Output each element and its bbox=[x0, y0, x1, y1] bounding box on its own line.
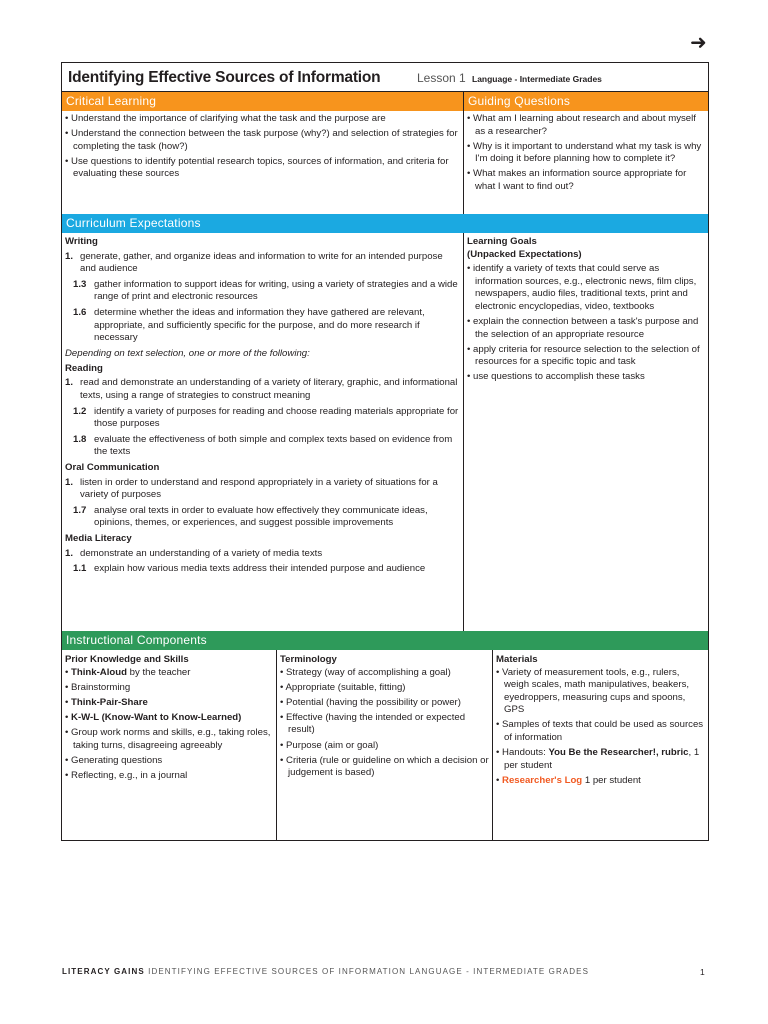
lesson-label: Lesson 1 bbox=[417, 71, 466, 85]
reading-heading: Reading bbox=[65, 362, 103, 374]
list-item: • Purpose (aim or goal) bbox=[280, 740, 489, 753]
list-item: • Group work norms and skills, e.g., taking roles, taking turns, disagreeing agreeably bbox=[65, 727, 273, 752]
list-item: • Variety of measurement tools, e.g., rulers, weigh scales, math manipulatives, beakers, eyedroppers, measuring cups and spoons, GPS bbox=[496, 667, 706, 717]
expectation-item: 1.7 analyse oral texts in order to evaluate how effectively they communicate ideas, opinions, themes, or experiences, and suggest possible improvements bbox=[73, 504, 428, 529]
list-item: • K-W-L (Know-Want to Know-Learned) bbox=[65, 712, 273, 725]
critical-learning-list bbox=[65, 113, 461, 183]
list-item: • What am I learning about research and about myself as a researcher? bbox=[467, 113, 705, 138]
curriculum-expectations bbox=[65, 236, 461, 579]
list-item: • use questions to accomplish these tasks bbox=[467, 371, 705, 384]
expectation-item: 1.3 gather information to support ideas for writing, using a variety of strategies and a wide range of print and electronic resources bbox=[73, 278, 458, 303]
list-item: • Criteria (rule or guideline on which a decision or judgement is based) bbox=[280, 755, 489, 780]
terminology-heading: Terminology bbox=[280, 654, 337, 665]
column-divider bbox=[463, 233, 464, 631]
expectation-item: 1. read and demonstrate an understanding of a variety of literary, graphic, and informational texts, using a range of strategies to construct meaning bbox=[65, 377, 458, 402]
list-item: • Generating questions bbox=[65, 755, 273, 768]
learning-goals-subheading: (Unpacked Expectations) bbox=[467, 248, 582, 260]
guiding-questions-header: Guiding Questions bbox=[464, 92, 708, 111]
list-item: • Potential (having the possibility or power) bbox=[280, 697, 489, 710]
oral-communication-heading: Oral Communication bbox=[65, 462, 160, 473]
list-item: • Handouts: You Be the Researcher!, rubric, 1 per student bbox=[496, 747, 706, 772]
list-item: • Effective (having the intended or expected result) bbox=[280, 712, 489, 737]
expectation-item: 1.2 identify a variety of purposes for reading and choose reading materials appropriate for those purposes bbox=[73, 405, 459, 430]
list-item: • What makes an information source appropriate for what I want to find out? bbox=[467, 168, 705, 193]
list-item: • Brainstorming bbox=[65, 682, 273, 695]
expectation-item: 1.6 determine whether the ideas and information they have gathered are relevant, appropriate, and sufficiently specific for the purpose, and do more research if necessary bbox=[73, 306, 425, 344]
page-title: Identifying Effective Sources of Information bbox=[68, 69, 381, 86]
column-divider bbox=[463, 92, 464, 214]
critical-learning-header: Critical Learning bbox=[62, 92, 463, 111]
footer bbox=[62, 967, 589, 976]
list-item: • Reflecting, e.g., in a journal bbox=[65, 770, 273, 783]
list-item: • explain the connection between a task's purpose and the selection of an appropriate resource bbox=[467, 316, 705, 341]
instructional-components-header: Instructional Components bbox=[62, 631, 708, 650]
guiding-questions-list bbox=[467, 113, 705, 196]
title-row bbox=[62, 63, 708, 92]
prior-knowledge-heading: Prior Knowledge and Skills bbox=[65, 654, 189, 665]
researchers-log-link[interactable]: Researcher's Log bbox=[502, 774, 583, 786]
expectation-item: 1.1 explain how various media texts address their intended purpose and audience bbox=[73, 563, 426, 575]
list-item: • Appropriate (suitable, fitting) bbox=[280, 682, 489, 695]
expectation-item: 1. generate, gather, and organize ideas and information to write for an intended purpose and audience bbox=[65, 250, 443, 275]
expectation-item: 1. demonstrate an understanding of a variety of media texts bbox=[65, 547, 323, 559]
expectation-item: 1. listen in order to understand and respond appropriately in a variety of situations for a variety of purposes bbox=[65, 476, 438, 501]
learning-goals-heading: Learning Goals bbox=[467, 236, 537, 247]
list-item: • Strategy (way of accomplishing a goal) bbox=[280, 667, 489, 680]
grade-label: Language - Intermediate Grades bbox=[472, 74, 602, 84]
writing-heading: Writing bbox=[65, 236, 98, 247]
terminology-list bbox=[280, 654, 489, 782]
column-divider bbox=[276, 650, 277, 840]
lesson-document bbox=[61, 62, 709, 841]
selection-note: Depending on text selection, one or more of the following: bbox=[65, 347, 310, 359]
learning-goals bbox=[467, 236, 705, 387]
curriculum-expectations-header: Curriculum Expectations bbox=[62, 214, 708, 233]
list-item: • Think-Aloud by the teacher bbox=[65, 667, 273, 680]
footer-brand: LITERACY GAINS bbox=[62, 967, 145, 976]
list-item: • Samples of texts that could be used as sources of information bbox=[496, 719, 706, 744]
list-item: • apply criteria for resource selection to the selection of resources for a specific topic and task bbox=[467, 344, 705, 369]
list-item: • Why is it important to understand what my task is why I'm doing it before planning how to complete it? bbox=[467, 141, 705, 166]
expectation-item: 1.8 evaluate the effectiveness of both simple and complex texts based on evidence from the texts bbox=[73, 433, 453, 458]
prior-knowledge-list bbox=[65, 654, 273, 785]
page-number: 1 bbox=[700, 967, 705, 977]
list-item: • Think-Pair-Share bbox=[65, 697, 273, 710]
list-item: • Understand the importance of clarifying what the task and the purpose are bbox=[65, 113, 461, 126]
next-arrow-icon[interactable]: ➜ bbox=[690, 30, 707, 54]
materials-heading: Materials bbox=[496, 654, 538, 665]
list-item: • Researcher's Log 1 per student bbox=[496, 775, 706, 788]
list-item: • Use questions to identify potential research topics, sources of information, and criteria for evaluating these sources bbox=[65, 156, 461, 181]
footer-text: IDENTIFYING EFFECTIVE SOURCES OF INFORMATION LANGUAGE - INTERMEDIATE GRADES bbox=[144, 967, 590, 976]
list-item: • Understand the connection between the task purpose (why?) and selection of strategies for completing the task (how?) bbox=[65, 128, 461, 153]
materials-list bbox=[496, 654, 706, 790]
media-literacy-heading: Media Literacy bbox=[65, 532, 132, 544]
list-item: • identify a variety of texts that could serve as information sources, e.g., electronic news, film clips, newspapers, audio files, traditional texts, print and electronic encyclopedias, video, textbooks bbox=[467, 263, 705, 313]
column-divider bbox=[492, 650, 493, 840]
